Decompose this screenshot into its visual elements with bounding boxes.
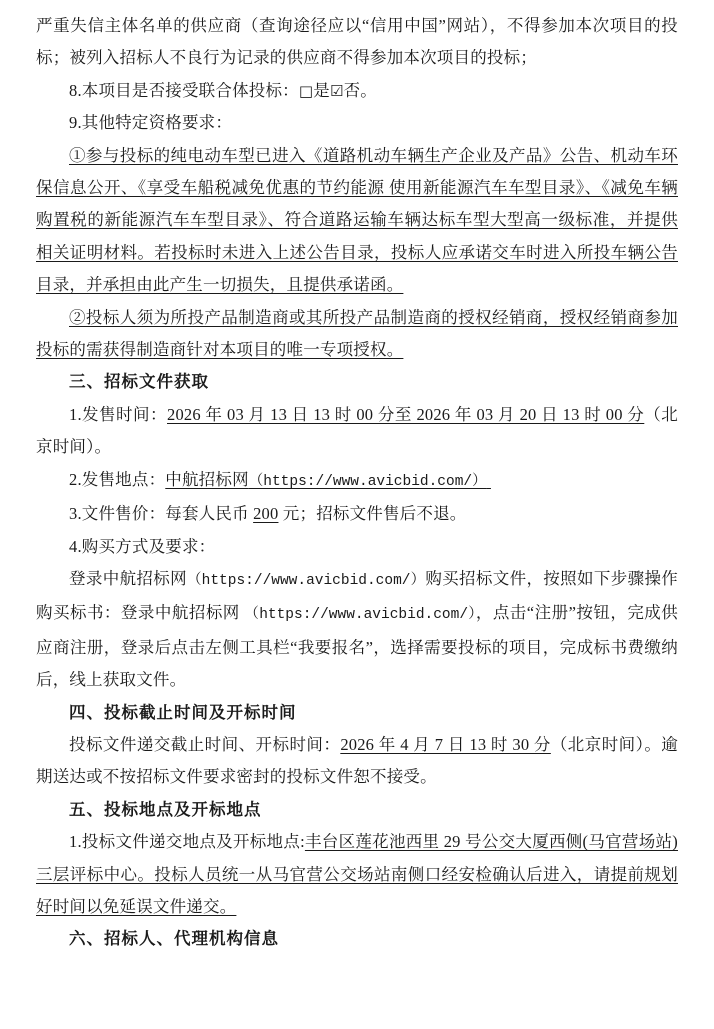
bid-location-value: 丰台区莲花池西里 29 号公交大厦西侧(马官营场站)三层评标中心。投标人员统一从马官营公交场站南侧口经安检确认后进入，请提前规划好时间以免延误文件递交。 (36, 832, 678, 916)
bid-location-prefix: 1.投标文件递交地点及开标地点: (69, 832, 305, 852)
paragraph-item-9-title: 9.其他特定资格要求： (69, 113, 233, 133)
purchase-seg-0: 登录中航招标网 (69, 568, 187, 588)
document-price-prefix: 3.文件售价：每套人民币 (69, 504, 254, 524)
paragraph-purchase-method-body (36, 563, 678, 697)
paragraph-item-8-consortium (36, 75, 678, 107)
heading-section-three: 三、招标文件获取 (69, 372, 209, 392)
paragraph-purchase-method-title: 4.购买方式及要求： (69, 536, 216, 556)
item-8-label-yes: 是 (313, 80, 330, 100)
paragraph-item-9-sub-2 (36, 302, 678, 367)
item-8-label-no: 否。 (343, 80, 378, 100)
checkbox-checked-icon[interactable]: ☑ (329, 81, 344, 100)
bid-deadline-value: 2026 年 4 月 7 日 13 时 30 分 (340, 734, 551, 754)
paragraph-sale-time (36, 399, 678, 464)
item-9-sub-2-text: ②投标人须为所投产品制造商或其所投产品制造商的授权经销商，授权经销商参加投标的需获得制造商针对本项目的唯一专项授权。 (36, 307, 678, 360)
paragraph-bid-deadline (36, 729, 678, 794)
paragraph-bid-location (36, 826, 678, 923)
bid-deadline-suffix: （北京时间）。逾期送达或不按招标文件要求密封的投标文件恕不接受。 (36, 734, 678, 787)
sale-time-prefix: 1.发售时间： (69, 404, 167, 424)
purchase-url-1[interactable]: （https://www.avicbid.com/） (187, 572, 426, 589)
purchase-seg-2: 购买招标文件，按照如下步骤操作购买标书：登录中航招标网 (36, 568, 678, 623)
sale-time-suffix: （北京时间）。 (36, 404, 678, 457)
paragraph-document-price (36, 498, 678, 530)
document-price-value: 200 (253, 504, 279, 524)
document-price-suffix: 元；招标文件售后不退。 (278, 504, 467, 524)
paragraph-credit-restriction: 严重失信主体名单的供应商（查询途径应以“信用中国”网站），不得参加本次项目的投标；被列入招标人不良行为记录的供应商不得参加本次项目的投标； (36, 16, 678, 68)
heading-section-four: 四、投标截止时间及开标时间 (69, 702, 297, 722)
item-9-sub-1-text: ①参与投标的纯电动车型已进入《道路机动车辆生产企业及产品》公告、机动车环保信息公开、《享受车船税减免优惠的节约能源 使用新能源汽车车型目录》、《减免车辆购置税的新能源汽车车型目录》、符合道路运输车辆达标车型大型高一级标准，并提供相关证明材料。若投标时未进入上述公告目录，投标人应承诺交车时进入所投车辆公告目录，并承担由此产生一切损失，且提供承诺函。 (36, 145, 678, 295)
heading-section-six: 六、招标人、代理机构信息 (69, 929, 279, 949)
paragraph-item-9-sub-1 (36, 140, 678, 302)
heading-section-five: 五、投标地点及开标地点 (69, 799, 262, 819)
paragraph-sale-location (36, 464, 678, 498)
checkbox-unchecked-icon[interactable]: □ (298, 81, 314, 100)
purchase-url-2[interactable]: （https://www.avicbid.com/） (244, 607, 476, 624)
item-8-text: 8.本项目是否接受联合体投标： (69, 80, 299, 100)
sale-location-site: 中航招标网 (165, 469, 249, 489)
sale-location-prefix: 2.发售地点： (69, 469, 166, 489)
sale-time-value: 2026 年 03 月 13 日 13 时 00 分至 2026 年 03 月 20 日 13 时 00 分 (167, 404, 645, 424)
sale-location-url[interactable]: （https://www.avicbid.com/） (248, 473, 487, 490)
bid-deadline-prefix: 投标文件递交截止时间、开标时间： (69, 734, 341, 754)
purchase-seg-4: ，点击“注册”按钮，完成供应商注册，登录后点击左侧工具栏“我要报名”，选择需要投标的项目，完成标书费缴纳后，线上获取文件。 (36, 603, 678, 690)
